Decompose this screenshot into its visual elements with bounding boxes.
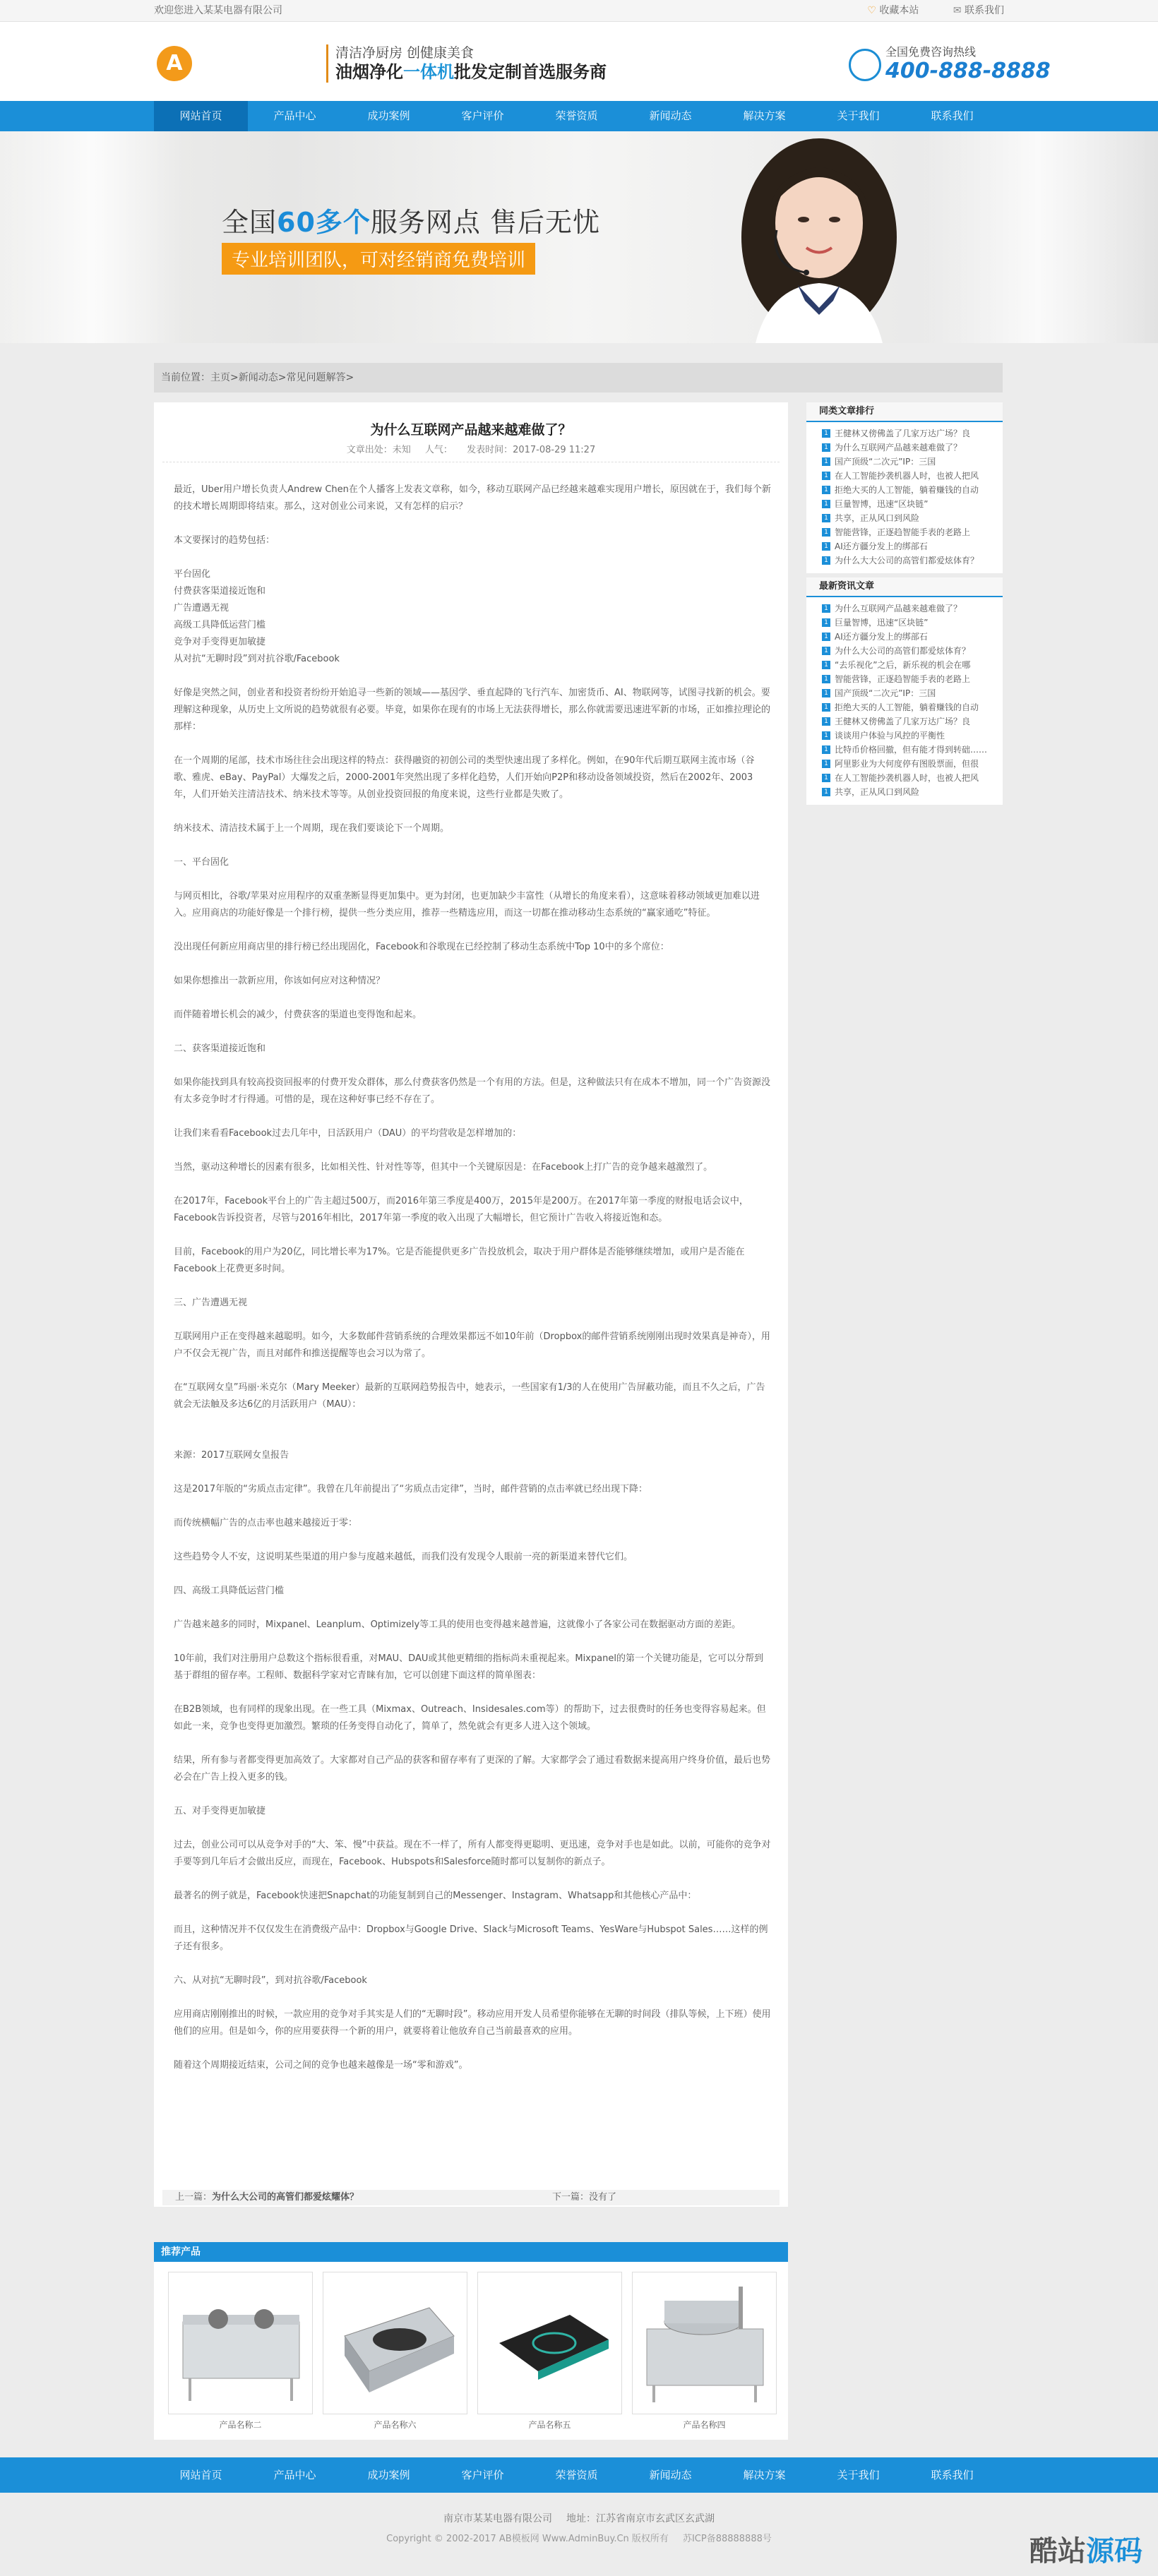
- article-paragraph: 而且，这种情况并不仅仅发生在消费级产品中：Dropbox与Google Drive、Slack与Microsoft Teams、YesWare与Hubspot Sales……这样的例子还有很多。: [174, 1924, 768, 1952]
- list-bullet-icon: 1: [822, 486, 830, 494]
- product-card[interactable]: 产品名称五: [477, 2272, 622, 2431]
- nav-item-news[interactable]: 新闻动态: [649, 109, 692, 122]
- article-paragraph: [174, 1786, 771, 1803]
- list-bullet-icon: 1: [822, 689, 830, 697]
- article-paragraph: [174, 990, 771, 1007]
- article-paragraph: [174, 1278, 771, 1295]
- article-paragraph: 广告越来越多的同时，Mixpanel、Leanplum、Optimizely等工具的使用也变得越来越普遍，这就像小了各家公司在数据驱动方面的差距。: [174, 1619, 741, 1630]
- banner-headline: 全国60多个服务网点 售后无忧: [222, 207, 600, 238]
- article-paragraph: [174, 1634, 771, 1651]
- sidebar-article-link[interactable]: 1 智能营锋，正逐趋智能手表的老路上: [806, 525, 1003, 539]
- article-paragraph: [174, 1735, 771, 1752]
- article-paragraph: 让我们来看看Facebook过去几年中，日活跃用户（DAU）的平均营收是怎样增加的：: [174, 1128, 522, 1139]
- list-bullet-icon: 1: [822, 429, 830, 438]
- article-paragraph: [174, 1905, 771, 1922]
- footer-nav: [0, 2457, 1158, 2493]
- product-image: [323, 2272, 467, 2412]
- article-paragraph: 而伴随着增长机会的减少，付费获客的渠道也变得饱和起来。: [174, 1010, 422, 1020]
- list-bullet-icon: 1: [822, 472, 830, 480]
- sidebar-article-link[interactable]: 1 在人工智能抄袭机器人时，也被人把风: [806, 469, 1003, 483]
- article-paragraph: [174, 1227, 771, 1244]
- list-bullet-icon: 1: [822, 618, 830, 627]
- article-paragraph: [174, 837, 771, 854]
- sidebar-article-link[interactable]: 1 “去乐视化”之后，新乐视的机会在哪: [806, 658, 1003, 672]
- article-paragraph: 付费获客渠道接近饱和: [174, 586, 266, 597]
- product-image: [169, 2272, 312, 2412]
- article-paragraph: 10年前，我们对注册用户总数这个指标很看重，对MAU、DAU或其他更精细的指标尚未重视起来。Mixpanel的第一个关键功能是，它可以分帮到基于群组的留存率。工程师、数据科学家对它青睐有加，它可以创建下面这样的简单图表：: [174, 1653, 763, 1681]
- article-paragraph: 在“互联网女皇”玛丽·米克尔（Mary Meeker）最新的互联网趋势报告中，她表示，一些国家有1/3的人在使用广告屏蔽功能，而且不久之后，广告就会无法触及多达6亿的月活跃用户（MAU）：: [174, 1382, 765, 1410]
- main-nav: [0, 101, 1158, 131]
- similar-articles-box: [806, 402, 1003, 573]
- list-bullet-icon: 1: [822, 760, 830, 768]
- article-paragraph: [174, 922, 771, 939]
- article-paragraph: 四、高级工具降低运营门槛: [174, 1586, 285, 1596]
- list-bullet-icon: 1: [822, 457, 830, 466]
- footer-nav-home[interactable]: 网站首页: [179, 2469, 222, 2481]
- footer-nav-reviews[interactable]: 客户评价: [461, 2469, 504, 2481]
- article-paragraph: 从对抗“无聊时段”到对抗谷歌/Facebook: [174, 654, 340, 664]
- article-paragraph: [174, 2040, 771, 2057]
- sidebar-article-link[interactable]: 1 为什么大公司的高管们都爱炫体育？: [806, 644, 1003, 658]
- sidebar-article-link[interactable]: 1 王健林又傍佛盖了几家万达广场？良: [806, 714, 1003, 729]
- article-paragraph: 三、广告遭遇无视: [174, 1298, 248, 1308]
- article-paragraph: [174, 871, 771, 888]
- article-paragraph: 随着这个周期接近结束，公司之间的竞争也越来越像是一场“零和游戏”。: [174, 2060, 468, 2071]
- next-article-link[interactable]: 下一篇：没有了: [552, 2192, 617, 2203]
- nav-item-reviews[interactable]: 客户评价: [461, 109, 504, 122]
- article-paragraph: 平台固化: [174, 569, 211, 580]
- article-paragraph: 一、平台固化: [174, 857, 229, 868]
- footer-nav-about[interactable]: 关于我们: [837, 2469, 880, 2481]
- article-paragraph: [174, 1989, 771, 2006]
- list-bullet-icon: 1: [822, 604, 830, 613]
- article-paragraph: 在B2B领域，也有同样的现象出现。在一些工具（Mixmax、Outreach、Insidesales.com等）的帮助下，过去很费时的任务也变得容易起来。但如此一来，竞争也变得更加激烈。繁琐的任务变得自动化了，简单了，然免就会有更多人进入这个领域。: [174, 1704, 766, 1732]
- sidebar-article-link[interactable]: 1 共享，正从风口到风险: [806, 785, 1003, 799]
- article-paragraph: 在一个周期的尾部，技术市场往往会出现这样的特点：获得融资的初创公司的类型快速出现了多样化。例如，在90年代后期互联网主流市场（谷歌、雅虎、eBay、PayPal）大爆发之后，2000-2001年突然出现了多样化趋势，人们开始向P2P和移动设备领域投资，然后在2002年、2003年，人们开始关注清洁技术、纳米技术等等。从创业投资回报的角度来说，这些行业都是失败了。: [174, 755, 755, 800]
- article-paragraph: 本文要探讨的趋势包括：: [174, 535, 275, 546]
- article-meta: [154, 442, 788, 455]
- slogan: [326, 44, 607, 83]
- list-bullet-icon: 1: [822, 788, 830, 796]
- product-card[interactable]: 产品名称二: [168, 2272, 313, 2431]
- article-paragraph: 应用商店刚刚推出的时候，一款应用的竞争对手其实是人们的“无聊时段”。移动应用开发人员希望你能够在无聊的时间段（排队等候，上下班）使用他们的应用。但是如今，你的应用要获得一个新的用户，就要将着让他放弃自己当前最喜欢的应用。: [174, 2009, 771, 2037]
- article-paragraph: [174, 1413, 771, 1430]
- hotline-label: 全国免费咨询热线: [885, 45, 977, 59]
- sidebar-article-link[interactable]: 1 比特币价格回撤，但有能才得到转础……: [806, 743, 1003, 757]
- article-paragraph: 这是2017年版的“劣质点击定律”。我曾在几年前提出了“劣质点击定律”，当时，邮件营销的点击率就已经出现下降：: [174, 1484, 648, 1494]
- sidebar-article-link[interactable]: 1 为什么互联网产品越来越难做了？: [806, 601, 1003, 616]
- article-paragraph: [174, 1176, 771, 1193]
- article-paragraph: 过去，创业公司可以从竞争对手的“大、笨、慢”中获益。现在不一样了，所有人都变得更聪明、更迅速，竞争对手也是如此。以前，可能你的竞争对手要等到几年后才会做出反应，而现在，Facebook、Hubspots和Salesforce随时都可以复制你的新点子。: [174, 1840, 771, 1867]
- article-paragraph: [174, 803, 771, 820]
- nav-item-cases[interactable]: 成功案例: [367, 109, 410, 122]
- hotline-number: 400-888-8888: [885, 59, 1051, 83]
- sidebar-article-link[interactable]: 1 在人工智能抄袭机器人时，也被人把风: [806, 771, 1003, 785]
- nav-item-honors[interactable]: 荣誉资质: [555, 109, 598, 122]
- list-bullet-icon: 1: [822, 661, 830, 669]
- article-paragraph: [174, 1600, 771, 1617]
- welcome-text: 欢迎您进入某某电器有限公司: [154, 5, 282, 16]
- sidebar-article-link[interactable]: 1 巨量智博，迅速“区块链”: [806, 616, 1003, 630]
- footer-nav-products[interactable]: 产品中心: [273, 2469, 316, 2481]
- footer-nav-news[interactable]: 新闻动态: [649, 2469, 692, 2481]
- article-paragraph: [174, 549, 771, 566]
- latest-news-heading: 最新资讯文章: [806, 577, 1003, 597]
- sidebar-article-link[interactable]: 1 拒绝大买的人工智能，躺着赚钱的自动: [806, 700, 1003, 714]
- footer-nav-solutions[interactable]: 解决方案: [743, 2469, 786, 2481]
- product-image: [478, 2272, 621, 2412]
- footer-nav-contact[interactable]: 联系我们: [931, 2469, 974, 2481]
- nav-item-solutions[interactable]: 解决方案: [743, 109, 786, 122]
- article-paragraph: 最近，Uber用户增长负责人Andrew Chen在个人播客上发表文章称，如今，移动互联网产品已经越来越难实现用户增长，原因就在于，我们每个新的技术增长周期即将结束。那么，这对创业公司来说，又有怎样的启示？: [174, 484, 771, 512]
- article-paragraph: [174, 1312, 771, 1329]
- article-paragraph: 目前，Facebook的用户为20亿，同比增长率为17%。它是否能提供更多广告投放机会，取决于用户群体是否能够继续增加，或用户是否能在Facebook上花费更多时间。: [174, 1247, 745, 1274]
- article-paragraph: 广告遭遇无视: [174, 603, 229, 613]
- logo[interactable]: A: [157, 46, 192, 81]
- sidebar-article-link[interactable]: 1 国产顶级“二次元”IP：三国: [806, 686, 1003, 700]
- product-card[interactable]: 产品名称六: [323, 2272, 467, 2431]
- slogan-line2: 油烟净化一体机批发定制首选服务商: [335, 62, 607, 82]
- article-paragraph: 来源：2017互联网女皇报告: [174, 1450, 290, 1461]
- sidebar-article-link[interactable]: 1 王健林又傍佛盖了几家万达广场？良: [806, 426, 1003, 441]
- list-bullet-icon: 1: [822, 717, 830, 726]
- header: [0, 22, 1158, 101]
- nav-item-products[interactable]: 产品中心: [273, 109, 316, 122]
- slogan-line1: 清洁净厨房 创健康美食: [335, 45, 474, 61]
- heart-icon: ♡: [867, 5, 876, 16]
- footer-icp[interactable]: 苏ICP备88888888号: [682, 2534, 772, 2544]
- article-paragraph: 没出现任何新应用商店里的排行榜已经出现固化，Facebook和谷歌现在已经控制了移动生态系统中Top 10中的多个席位：: [174, 942, 669, 952]
- article-paragraph: [174, 1108, 771, 1125]
- top-bar: [0, 0, 1158, 22]
- footer-company: 南京市某某电器有限公司: [443, 2513, 552, 2524]
- article-paragraph: 二、获客渠道接近饱和: [174, 1043, 266, 1054]
- similar-articles-heading: 同类文章排行: [806, 402, 1003, 422]
- prev-next: [162, 2190, 780, 2205]
- article-source: 文章出处：未知: [346, 445, 411, 455]
- list-bullet-icon: 1: [822, 647, 830, 655]
- article-paragraph: 当然，驱动这种增长的因素有很多，比如相关性、针对性等等，但其中一个关键原因是：在Facebook上打广告的竞争越来越激烈了。: [174, 1162, 713, 1173]
- article-paragraph: 这些趋势令人不安，这说明某些渠道的用户参与度越来越低，而我们没有发现令人眼前一亮的新渠道来替代它们。: [174, 1552, 633, 1562]
- sidebar-article-link[interactable]: 1 拒绝大买的人工智能，躺着赚钱的自动: [806, 483, 1003, 497]
- article-paragraph: [174, 1820, 771, 1837]
- article-paragraph: [174, 1532, 771, 1549]
- article-paragraph: [174, 668, 771, 685]
- sidebar-article-link[interactable]: 1 国产顶级“二次元”IP：三国: [806, 455, 1003, 469]
- recommended-products: [154, 2242, 788, 2440]
- article-paragraph: [174, 1024, 771, 1041]
- banner-person-image: [727, 131, 911, 343]
- article-paragraph: [174, 1684, 771, 1701]
- sidebar-article-link[interactable]: 1 智能营锋，正逐趋智能手表的老路上: [806, 672, 1003, 686]
- article-paragraph: 互联网用户正在变得越来越聪明。如今，大多数邮件营销系统的合理效果都远不如10年前（Dropbox的邮件营销系统刚刚出现时效果真是神奇），用户不仅会无视广告，而且对邮件和推送提醒等也会习以为常了。: [174, 1331, 770, 1359]
- article-paragraph: 好像是突然之间，创业者和投资者纷纷开始追寻一些新的领域——基因学、垂直起降的飞行汽车、加密货币、AI、物联网等，试图寻找新的机会。要理解这种现象，从历史上文所说的趋势就很有必要。毕竟，如果你在现有的市场上无法获得增长，那么你就需要迅速进军新的市场，正如推拉理论的那样：: [174, 688, 771, 732]
- product-card[interactable]: 产品名称四: [632, 2272, 777, 2431]
- prev-article-link[interactable]: 上一篇：为什么大公司的高管们都爱炫耀体？: [175, 2192, 359, 2203]
- sidebar-article-link[interactable]: 1 巨量智博，迅速“区块链”: [806, 497, 1003, 511]
- article-paragraph: [174, 1362, 771, 1379]
- list-bullet-icon: 1: [822, 528, 830, 537]
- article-paragraph: 竞争对手变得更加敏捷: [174, 637, 266, 647]
- footer-address: 地址：江苏省南京市玄武区玄武湖: [566, 2513, 715, 2524]
- list-bullet-icon: 1: [822, 774, 830, 782]
- article-paragraph: 纳米技术、清洁技术属于上一个周期，现在我们要谈论下一个周期。: [174, 823, 450, 834]
- article-paragraph: [174, 956, 771, 973]
- sidebar-article-link[interactable]: 1 谈谈用户体验与风控的平衡性: [806, 729, 1003, 743]
- article-paragraph: [174, 515, 771, 532]
- article-paragraph: [174, 1871, 771, 1888]
- article-body: [174, 481, 771, 2074]
- banner[interactable]: [0, 131, 1158, 343]
- footer: [0, 2493, 1158, 2576]
- list-bullet-icon: 1: [822, 556, 830, 565]
- article-paragraph: [174, 1566, 771, 1583]
- hotline: [849, 43, 1051, 85]
- favorite-link[interactable]: ♡ 收藏本站: [867, 5, 919, 16]
- article-date: 发表时间：2017-08-29 11:27: [467, 445, 596, 455]
- products-heading: 推荐产品: [154, 2242, 788, 2262]
- article-popularity: 人气：: [424, 445, 453, 455]
- article-paragraph: [174, 1430, 771, 1447]
- list-bullet-icon: 1: [822, 675, 830, 683]
- product-image: [633, 2272, 776, 2412]
- list-bullet-icon: 1: [822, 514, 830, 522]
- nav-item-about[interactable]: 关于我们: [837, 109, 880, 122]
- article-paragraph: [174, 1058, 771, 1074]
- sidebar-article-link[interactable]: 1 为什么互联网产品越来越难做了？: [806, 441, 1003, 455]
- sidebar-article-link[interactable]: 1 AI还方疆分发上的绑部石: [806, 630, 1003, 644]
- list-bullet-icon: 1: [822, 500, 830, 508]
- list-bullet-icon: 1: [822, 703, 830, 712]
- article-paragraph: [174, 736, 771, 753]
- list-bullet-icon: 1: [822, 443, 830, 452]
- article-paragraph: 最著名的例子就是，Facebook快速把Snapchat的功能复制到自己的Messenger、Instagram、Whatsapp和其他核心产品中：: [174, 1891, 697, 1901]
- breadcrumb: [154, 363, 1003, 393]
- article-title: 为什么互联网产品越来越难做了？: [370, 422, 572, 438]
- article-paragraph: 在2017年，Facebook平台上的广告主超过500万，而2016年第三季度是400万，2015年是200万。在2017年第一季度的财报电话会议中，Facebook告诉投资者，尽管与2016年相比，2017年第一季度的收入出现了大幅增长，但它预计广告收入将接近饱和态。: [174, 1196, 748, 1223]
- sidebar-article-link[interactable]: 1 AI还方疆分发上的绑部石: [806, 539, 1003, 553]
- watermark-logo: 酷站源码: [1029, 2535, 1142, 2568]
- article-paragraph: [174, 1498, 771, 1515]
- sidebar-article-link[interactable]: 1 阿里影业为大何度停有图股票面，但很: [806, 757, 1003, 771]
- list-bullet-icon: 1: [822, 633, 830, 641]
- footer-nav-cases[interactable]: 成功案例: [367, 2469, 410, 2481]
- breadcrumb-text[interactable]: 当前位置：主页>新闻动态>常见问题解答>: [161, 372, 354, 383]
- sidebar: [806, 402, 1003, 809]
- article-paragraph: [174, 1955, 771, 1972]
- mail-icon: ✉: [953, 5, 962, 16]
- article-paragraph: 高级工具降低运营门槛: [174, 620, 266, 630]
- article-paragraph: 如果你能找到具有较高投资回报率的付费开发众群体，那么付费获客仍然是一个有用的方法。但是，这种做法只有在成本不增加，同一个广告资源没有太多竞争时才行得通。可惜的是，现在这种好事已经不存在了。: [174, 1077, 771, 1105]
- list-bullet-icon: 1: [822, 542, 830, 551]
- article-paragraph: 而传统横幅广告的点击率也越来越接近于零：: [174, 1518, 358, 1528]
- nav-item-home[interactable]: 网站首页: [154, 101, 248, 131]
- article-paragraph: [174, 1142, 771, 1159]
- article-paragraph: 结果，所有参与者都变得更加高效了。大家都对自己产品的获客和留存率有了更深的了解。大家都学会了通过看数据来提高用户终身价值，最后也势必会在广告上投入更多的钱。: [174, 1755, 771, 1783]
- footer-nav-honors[interactable]: 荣誉资质: [555, 2469, 598, 2481]
- sidebar-article-link[interactable]: 1 为什么大大公司的高管们都爱炫体育？: [806, 553, 1003, 568]
- contact-link[interactable]: ✉ 联系我们: [953, 5, 1004, 16]
- article-paragraph: 五、对手变得更加敏捷: [174, 1806, 266, 1816]
- latest-news-box: [806, 577, 1003, 805]
- sidebar-article-link[interactable]: 1 共享，正从风口到风险: [806, 511, 1003, 525]
- article-paragraph: 与网页相比，谷歌/苹果对应用程序的双重垄断显得更加集中。更为封闭，也更加缺少丰富性（从增长的角度来看），这意味着移动领域更加难以进入。应用商店的功能好像是一个排行榜，提供一些分类应用，推荐一些精选应用，而这一切都在推动移动生态系统的“赢家通吃”特征。: [174, 891, 760, 918]
- article-paragraph: [174, 1464, 771, 1481]
- footer-copyright: Copyright © 2002-2017 AB模板网 Www.AdminBuy.Cn 版权所有: [386, 2534, 669, 2544]
- list-bullet-icon: 1: [822, 731, 830, 740]
- article-paragraph: 六、从对抗“无聊时段”，到对抗谷歌/Facebook: [174, 1975, 367, 1986]
- nav-item-contact[interactable]: 联系我们: [931, 109, 974, 122]
- list-bullet-icon: 1: [822, 745, 830, 754]
- banner-subline: 专业培训团队，可对经销商免费培训: [222, 243, 535, 275]
- article-paragraph: 如果你想推出一款新应用，你该如何应对这种情况？: [174, 976, 386, 986]
- phone-icon: [849, 49, 881, 81]
- article: [154, 402, 788, 2207]
